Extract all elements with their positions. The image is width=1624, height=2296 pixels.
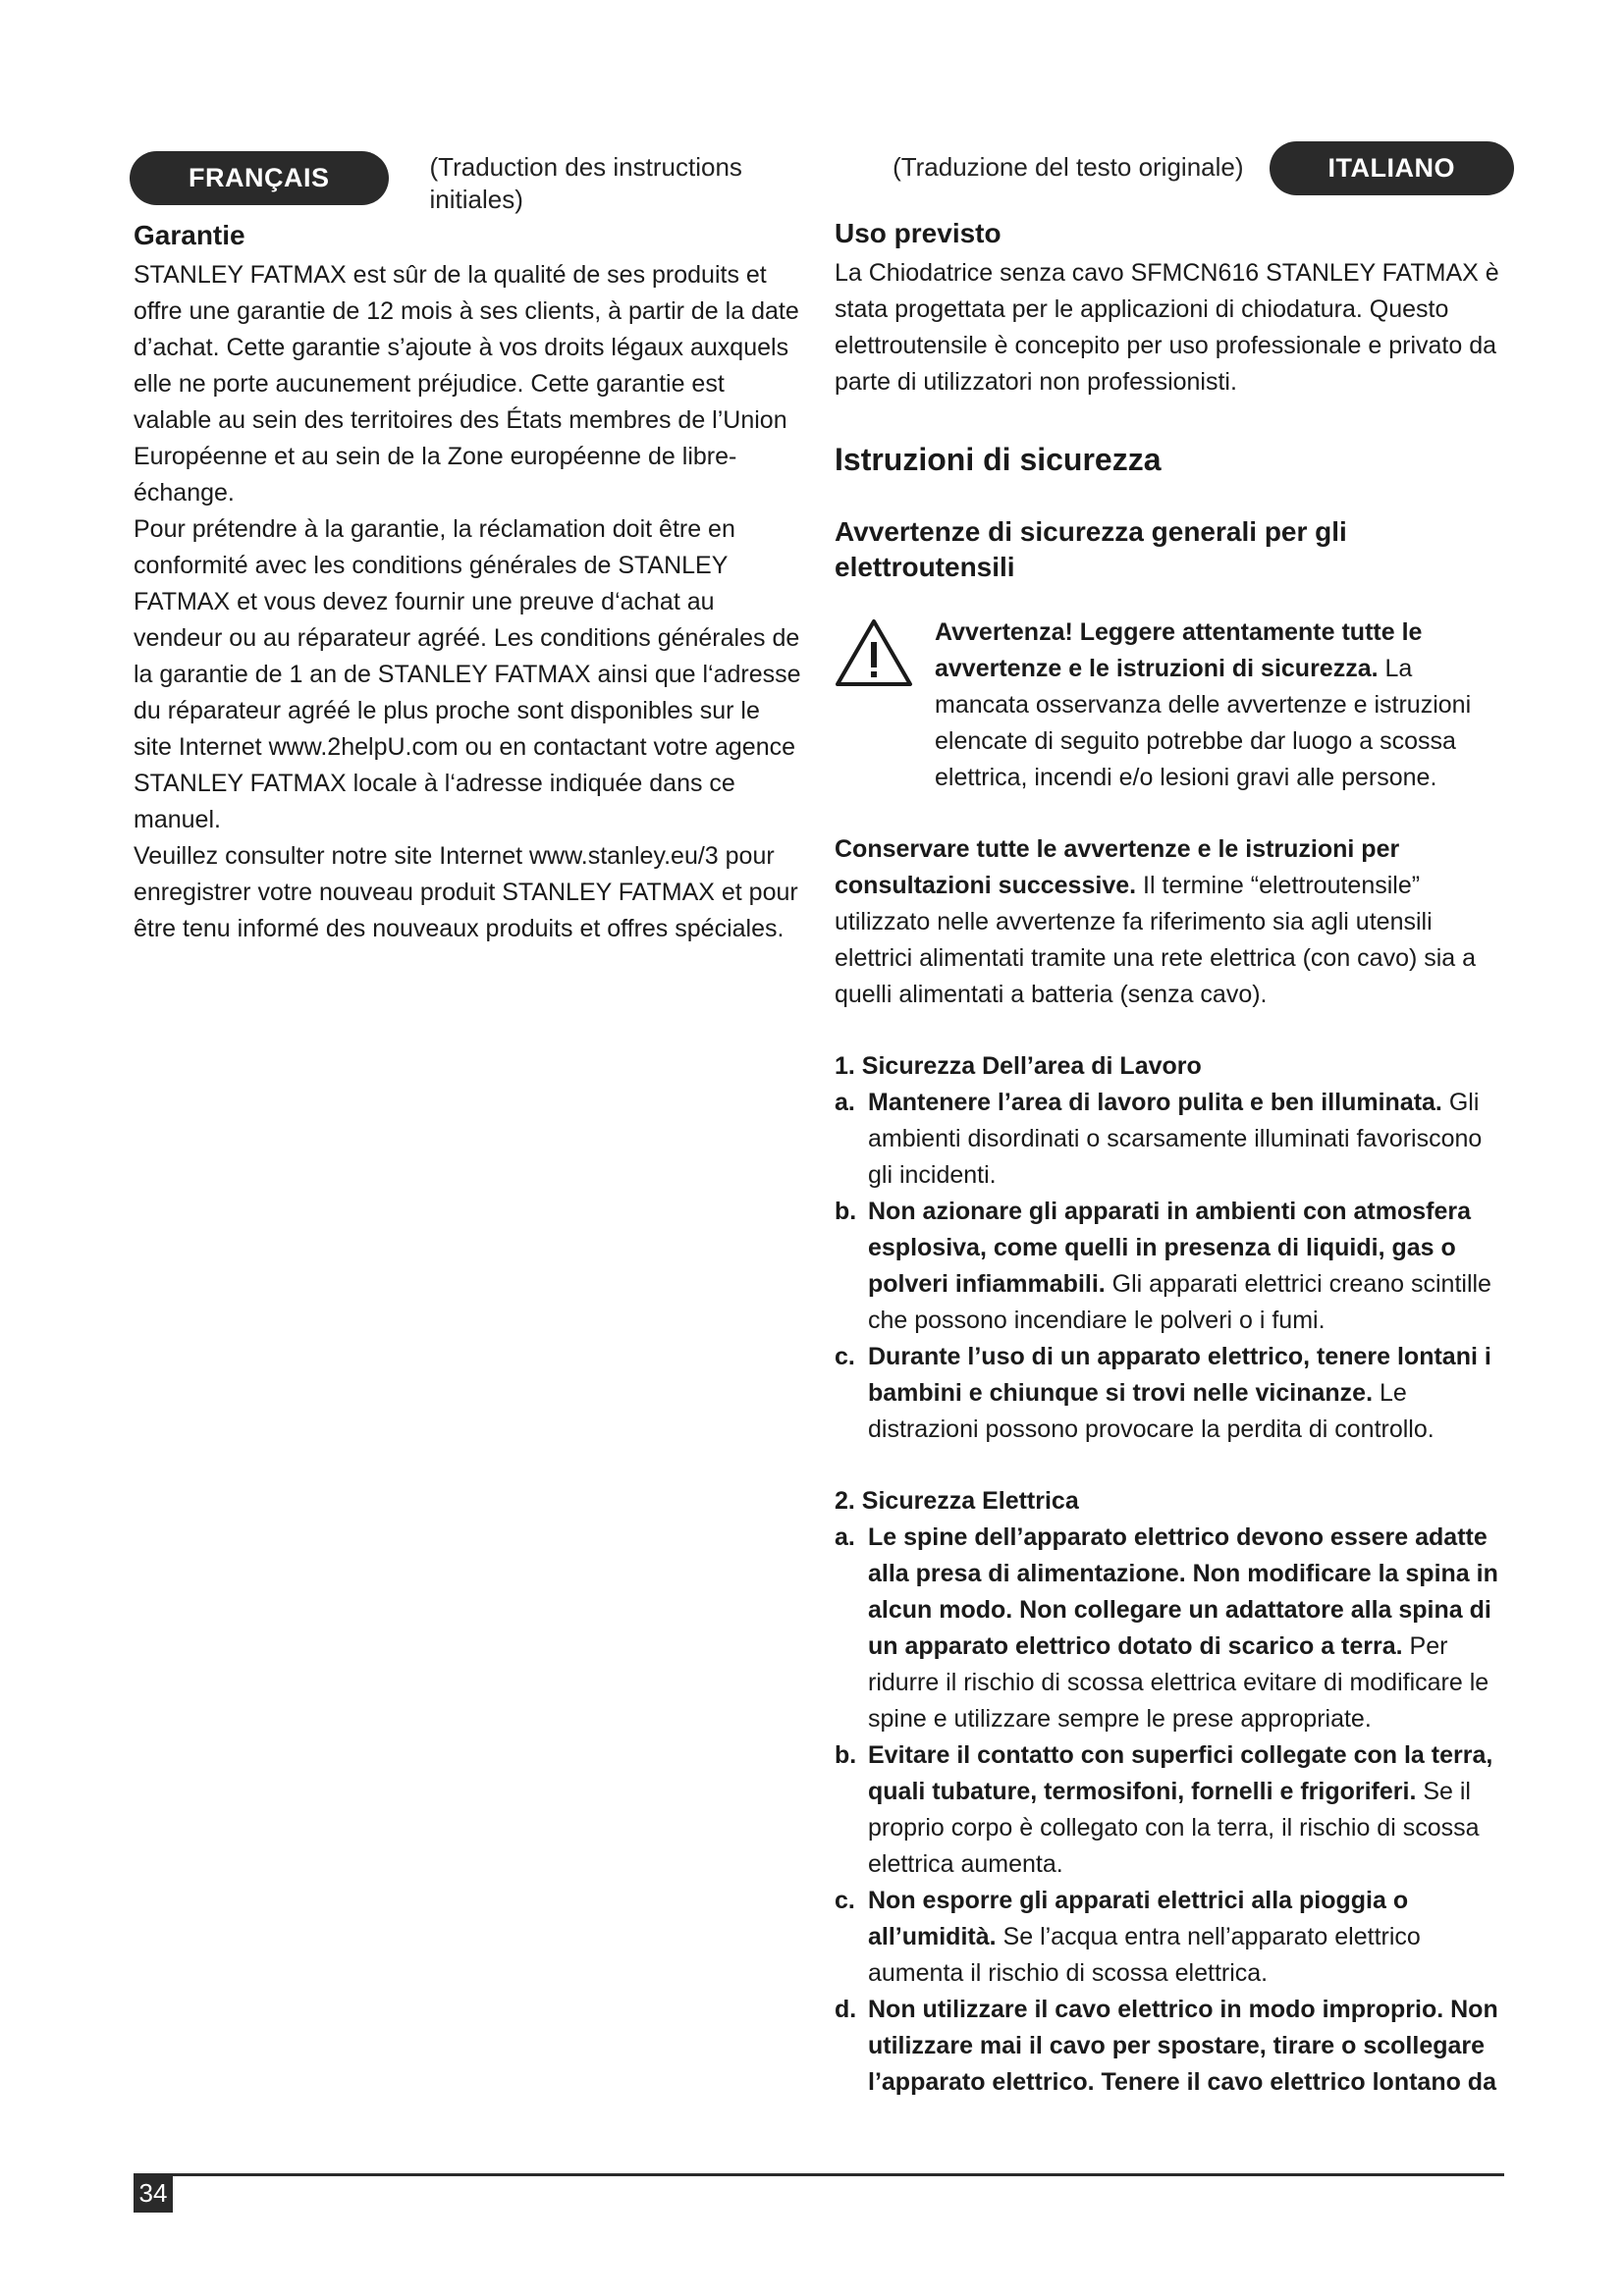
- warranty-paragraph-3: Veuillez consulter notre site Internet www.stanley.eu/3 pour enregistrer votre nouveau produit STANLEY FATMAX et pour être tenu informé des nouveaux produits et offres spéciales.: [134, 842, 798, 942]
- item-text: [868, 1194, 1502, 1339]
- item-text: [868, 1339, 1502, 1448]
- language-badge-it: ITALIANO: [1270, 141, 1514, 195]
- warning-bold: Avvertenza! Leggere attentamente tutte le avvertenze e le istruzioni di sicurezza.: [935, 618, 1423, 682]
- item-text: [868, 1737, 1502, 1883]
- section-title-electrical: 2. Sicurezza Elettrica: [835, 1487, 1079, 1515]
- footer-rule: [134, 2173, 1504, 2176]
- translation-note: (Traduction des instructions initiales): [429, 152, 742, 214]
- italian-column: [835, 137, 1502, 2101]
- warranty-paragraph-1: STANLEY FATMAX est sûr de la qualité de ses produits et offre une garantie de 12 mois à ses clients, à partir de la date d’achat. Cette garantie s’ajoute à vos droits légaux auxquels elle ne porte aucunement préjudice. Cette garantie est valable au sein des territoires des États membres de l’Union Européenne et au sein de la Zone européenne de libre-échange.: [134, 261, 799, 507]
- list-item: [835, 1520, 1502, 1737]
- item-label: d.: [835, 1996, 857, 2023]
- item-body: Se l’acqua entra nell’apparato elettrico aumenta il rischio di scossa elettrica.: [868, 1923, 1421, 1987]
- french-column: [134, 137, 801, 947]
- keep-instructions: [835, 831, 1502, 1013]
- item-body: Per ridurre il rischio di scossa elettrica evitare di modificare le spine e utilizzare sempre le prese appropriate.: [868, 1632, 1489, 1733]
- warranty-paragraph-2: Pour prétendre à la garantie, la réclamation doit être en conformité avec les conditions générales de STANLEY FATMAX et vous devez fournir une preuve d‘achat au vendeur ou au réparateur agréé. Les conditions générales de la garantie de 1 an de STANLEY FATMAX ainsi que l‘adresse du réparateur agréé le plus proche sont disponibles sur le site Internet www.2helpU.com ou en contactant votre agence STANLEY FATMAX locale à l‘adresse indiquée dans ce manuel.: [134, 515, 801, 833]
- item-bold: Le spine dell’apparato elettrico devono essere adatte alla presa di alimentazione. Non modificare la spina in alcun modo. Non collegare un adattatore alla spina di un apparato elettrico dotato di scarico a terra.: [868, 1523, 1498, 1660]
- list-item: [835, 1085, 1502, 1194]
- list-item: [835, 1992, 1502, 2101]
- list-item: [835, 1339, 1502, 1448]
- language-badge-fr: FRANÇAIS: [130, 151, 389, 205]
- item-label: c.: [835, 1343, 855, 1370]
- item-label: b.: [835, 1198, 857, 1225]
- item-bold: Mantenere l’area di lavoro pulita e ben illuminata.: [868, 1089, 1442, 1116]
- intended-use-heading: Uso previsto: [835, 218, 1001, 248]
- item-bold: Evitare il contatto con superfici collegate con la terra, quali tubature, termosifoni, fornelli e frigoriferi.: [868, 1741, 1493, 1805]
- item-text: [868, 1520, 1502, 1737]
- item-label: c.: [835, 1887, 855, 1914]
- warning-body: La mancata osservanza delle avvertenze e istruzioni elencate di seguito potrebbe dar luogo a scossa elettrica, incendi e/o lesioni gravi alle persone.: [935, 655, 1472, 791]
- translation-note: (Traduzione del testo originale): [893, 152, 1244, 182]
- item-text: [868, 1992, 1502, 2101]
- warning-block: [835, 614, 1502, 796]
- item-label: a.: [835, 1523, 855, 1551]
- keep-instructions-bold: Conservare tutte le avvertenze e le istruzioni per consultazioni successive.: [835, 835, 1400, 899]
- item-bold: Non utilizzare il cavo elettrico in modo improprio. Non utilizzare mai il cavo per spostare, tirare o scollegare l’apparato elettrico. Tenere il cavo elettrico lontano da: [868, 1996, 1498, 2096]
- page-number: 34: [134, 2173, 173, 2213]
- item-bold: Non azionare gli apparati in ambienti con atmosfera esplosiva, come quelli in presenza di liquidi, gas o polveri infiammabili.: [868, 1198, 1472, 1298]
- item-text: [868, 1085, 1502, 1194]
- item-body: Gli ambienti disordinati o scarsamente illuminati favoriscono gli incidenti.: [868, 1089, 1483, 1189]
- item-label: b.: [835, 1741, 857, 1769]
- list-item: [835, 1737, 1502, 1883]
- item-label: a.: [835, 1089, 855, 1116]
- list-item: [835, 1194, 1502, 1339]
- item-bold: Durante l’uso di un apparato elettrico, tenere lontani i bambini e chiunque si trovi nelle vicinanze.: [868, 1343, 1491, 1407]
- item-body: Le distrazioni possono provocare la perdita di controllo.: [868, 1379, 1435, 1443]
- warning-text: [935, 614, 1502, 796]
- safety-heading: Istruzioni di sicurezza: [835, 442, 1162, 477]
- warning-triangle-icon: [835, 618, 913, 687]
- list-item: [835, 1883, 1502, 1992]
- item-bold: Non esporre gli apparati elettrici alla pioggia o all’umidità.: [868, 1887, 1409, 1950]
- general-warnings-heading: Avvertenze di sicurezza generali per gli elettroutensili: [835, 516, 1347, 582]
- warranty-heading: Garantie: [134, 220, 245, 250]
- item-body: Gli apparati elettrici creano scintille che possono incendiare le polveri o i fumi.: [868, 1270, 1491, 1334]
- item-text: [868, 1883, 1502, 1992]
- intended-use-text: La Chiodatrice senza cavo SFMCN616 STANLEY FATMAX è stata progettata per le applicazioni di chiodatura. Questo elettroutensile è concepito per uso professionale e privato da parte di utilizzatori non professionisti.: [835, 259, 1499, 396]
- keep-instructions-body: Il termine “elettroutensile” utilizzato nelle avvertenze fa riferimento sia agli utensili elettrici alimentati tramite una rete elettrica (con cavo) sia a quelli alimentati a batteria (senza cavo).: [835, 872, 1477, 1008]
- section-title-work-area: 1. Sicurezza Dell’area di Lavoro: [835, 1052, 1202, 1080]
- item-body: Se il proprio corpo è collegato con la terra, il rischio di scossa elettrica aumenta.: [868, 1778, 1480, 1878]
